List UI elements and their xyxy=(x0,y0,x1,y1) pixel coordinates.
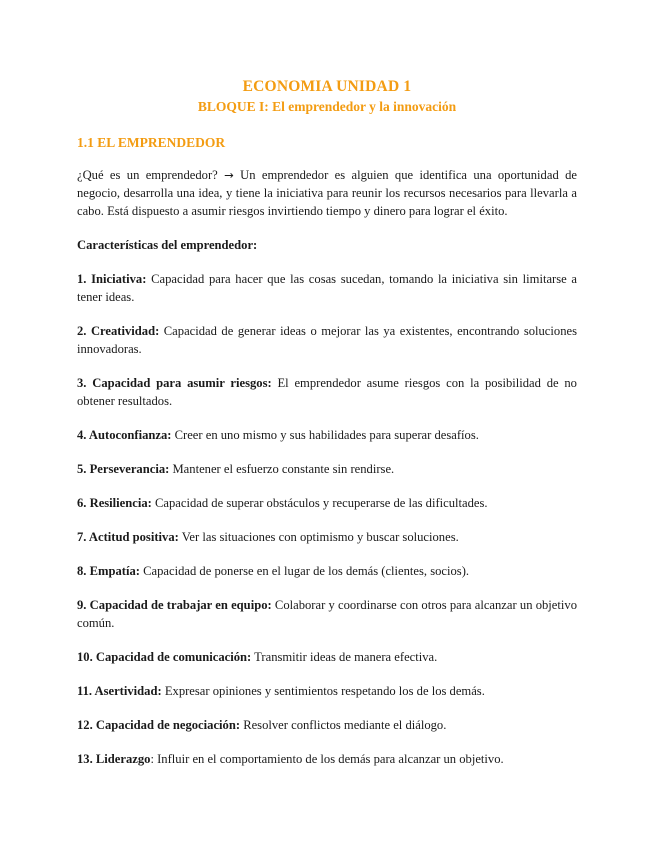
characteristic-item xyxy=(77,716,577,734)
characteristic-term: 9. Capacidad de trabajar en equipo: xyxy=(77,598,272,612)
characteristic-term: 11. Asertividad: xyxy=(77,684,162,698)
characteristic-text: Expresar opiniones y sentimientos respetando los de los demás. xyxy=(164,684,485,698)
characteristic-text: Transmitir ideas de manera efectiva. xyxy=(254,650,438,664)
characteristic-text: Capacidad de superar obstáculos y recuperarse de las dificultades. xyxy=(155,496,488,510)
characteristic-term: 10. Capacidad de comunicación: xyxy=(77,650,252,664)
characteristic-item xyxy=(77,750,577,768)
document-subtitle: BLOQUE I: El emprendedor y la innovación xyxy=(197,99,457,114)
characteristic-term: 4. Autoconfianza: xyxy=(77,428,172,442)
document-title: ECONOMIA UNIDAD 1 xyxy=(242,78,412,95)
characteristic-term: 7. Actitud positiva: xyxy=(77,530,179,544)
characteristic-term: 5. Perseverancia: xyxy=(77,462,170,476)
characteristic-text: Creer en uno mismo y sus habilidades para superar desafíos. xyxy=(174,428,479,442)
characteristic-text: Capacidad de generar ideas o mejorar las ya existentes, encontrando soluciones innovadoras. xyxy=(77,324,577,356)
characteristics-list xyxy=(77,270,577,768)
section-heading: 1.1 EL EMPRENDEDOR xyxy=(77,135,226,150)
characteristic-term: 2. Creatividad: xyxy=(77,324,160,338)
characteristic-term: 6. Resiliencia: xyxy=(77,496,152,510)
characteristic-text: Ver las situaciones con optimismo y buscar soluciones. xyxy=(181,530,459,544)
characteristic-text: Mantener el esfuerzo constante sin rendirse. xyxy=(172,462,395,476)
characteristic-item xyxy=(77,426,577,444)
characteristic-text: Capacidad de ponerse en el lugar de los demás (clientes, socios). xyxy=(143,564,470,578)
characteristic-item xyxy=(77,596,577,632)
intro-answer: Un emprendedor es alguien que identifica una oportunidad de negocio, desarrolla una idea, y tiene la iniciativa para reunir los recursos necesarios para llevarla a cabo. Está dispuesto a asumir riesgos invirtiendo tiempo y dinero para lograr el éxito. xyxy=(77,168,577,218)
characteristic-text: El emprendedor asume riesgos con la posibilidad de no obtener resultados. xyxy=(77,376,577,408)
characteristic-text: : Influir en el comportamiento de los demás para alcanzar un objetivo. xyxy=(150,752,504,766)
characteristic-item xyxy=(77,494,577,512)
characteristic-item xyxy=(77,528,577,546)
characteristic-term: 3. Capacidad para asumir riesgos: xyxy=(77,376,272,390)
characteristic-item xyxy=(77,682,577,700)
characteristic-term: 13. Liderazgo xyxy=(77,752,151,766)
characteristic-term: 1. Iniciativa: xyxy=(77,272,147,286)
characteristic-term: 8. Empatía: xyxy=(77,564,140,578)
arrow-right-icon: → xyxy=(224,168,234,182)
characteristic-item xyxy=(77,270,577,306)
characteristic-term: 12. Capacidad de negociación: xyxy=(77,718,241,732)
characteristic-item xyxy=(77,648,577,666)
characteristic-text: Colaborar y coordinarse con otros para alcanzar un objetivo común. xyxy=(77,598,577,630)
characteristic-item xyxy=(77,322,577,358)
characteristics-heading: Características del emprendedor: xyxy=(77,238,258,252)
intro-paragraph xyxy=(77,166,577,220)
characteristic-text: Resolver conflictos mediante el diálogo. xyxy=(243,718,447,732)
intro-question: ¿Qué es un emprendedor? xyxy=(77,168,218,182)
characteristic-item xyxy=(77,460,577,478)
document-page xyxy=(77,78,577,768)
characteristic-item xyxy=(77,562,577,580)
characteristic-text: Capacidad para hacer que las cosas sucedan, tomando la iniciativa sin limitarse a tener ideas. xyxy=(77,272,577,304)
characteristic-item xyxy=(77,374,577,410)
